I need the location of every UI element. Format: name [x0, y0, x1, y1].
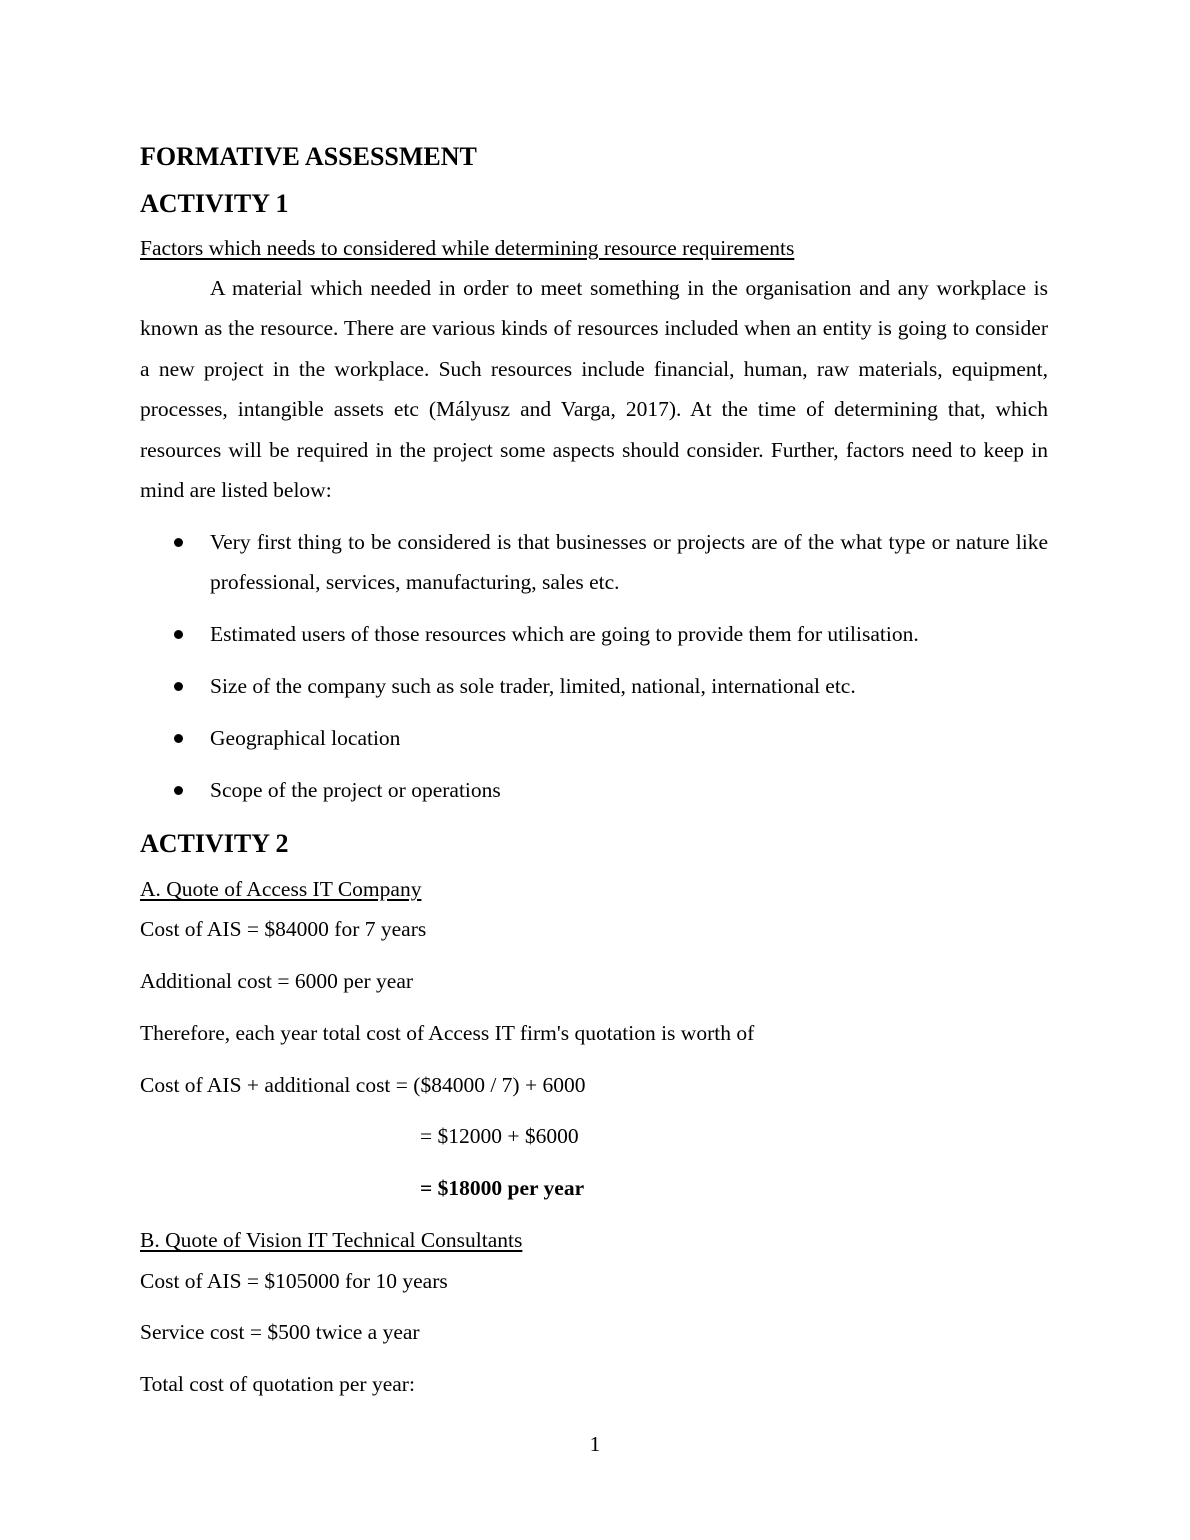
quote-a-step-line: = $12000 + $6000	[420, 1124, 579, 1148]
quote-b-cost-line: Cost of AIS = $105000 for 10 years	[140, 1269, 448, 1293]
quote-a-therefore-line: Therefore, each year total cost of Access IT firm's quotation is worth of	[140, 1021, 755, 1045]
list-item-text: Geographical location	[210, 726, 401, 750]
activity-1-subheading: Factors which needs to considered while determining resource requirements	[140, 236, 795, 260]
activity-2-heading: ACTIVITY 2	[140, 829, 289, 858]
bullet-icon	[174, 682, 183, 691]
list-item	[140, 614, 1048, 654]
quote-a-additional-line: Additional cost = 6000 per year	[140, 969, 414, 993]
list-item-text: Estimated users of those resources which are going to provide them for utilisation.	[210, 622, 919, 646]
bullet-icon	[174, 786, 183, 795]
list-item-text: Scope of the project or operations	[210, 778, 501, 802]
quote-a-cost-line: Cost of AIS = $84000 for 7 years	[140, 917, 427, 941]
quote-a-subheading: A. Quote of Access IT Company	[140, 877, 422, 901]
quote-a-formula-line: Cost of AIS + additional cost = ($84000 / 7) + 6000	[140, 1073, 586, 1097]
quote-b-total-line: Total cost of quotation per year:	[140, 1372, 415, 1396]
activity-1-heading: ACTIVITY 1	[140, 189, 289, 218]
quote-a-result-line: = $18000 per year	[420, 1176, 585, 1200]
list-item-text: Size of the company such as sole trader, limited, national, international etc.	[210, 674, 856, 698]
list-item	[140, 718, 1048, 758]
list-item-text: Very first thing to be considered is that businesses or projects are of the what type or nature like professional, services, manufacturing, sales etc.	[210, 530, 1048, 594]
bullet-icon	[174, 734, 183, 743]
bullet-icon	[174, 538, 183, 547]
bullet-icon	[174, 630, 183, 639]
activity-1-paragraph: A material which needed in order to meet something in the organisation and any workplace is known as the resource. There are various kinds of resources included when an entity is going to consider a new project in the workplace. Such resources include financial, human, raw materials, equipment, processes, intangible assets etc (Mályusz and Varga, 2017). At the time of determining that, which resources will be required in the project some aspects should consider. Further, factors need to keep in mind are listed below:	[140, 276, 1048, 503]
factors-list	[140, 522, 1048, 810]
quote-b-subheading: B. Quote of Vision IT Technical Consultants	[140, 1228, 523, 1252]
quote-b-service-line: Service cost = $500 twice a year	[140, 1320, 420, 1344]
page-number: 1	[589, 1432, 601, 1456]
list-item	[140, 522, 1048, 602]
list-item	[140, 666, 1048, 706]
list-item	[140, 770, 1048, 810]
document-title: FORMATIVE ASSESSMENT	[140, 142, 477, 171]
